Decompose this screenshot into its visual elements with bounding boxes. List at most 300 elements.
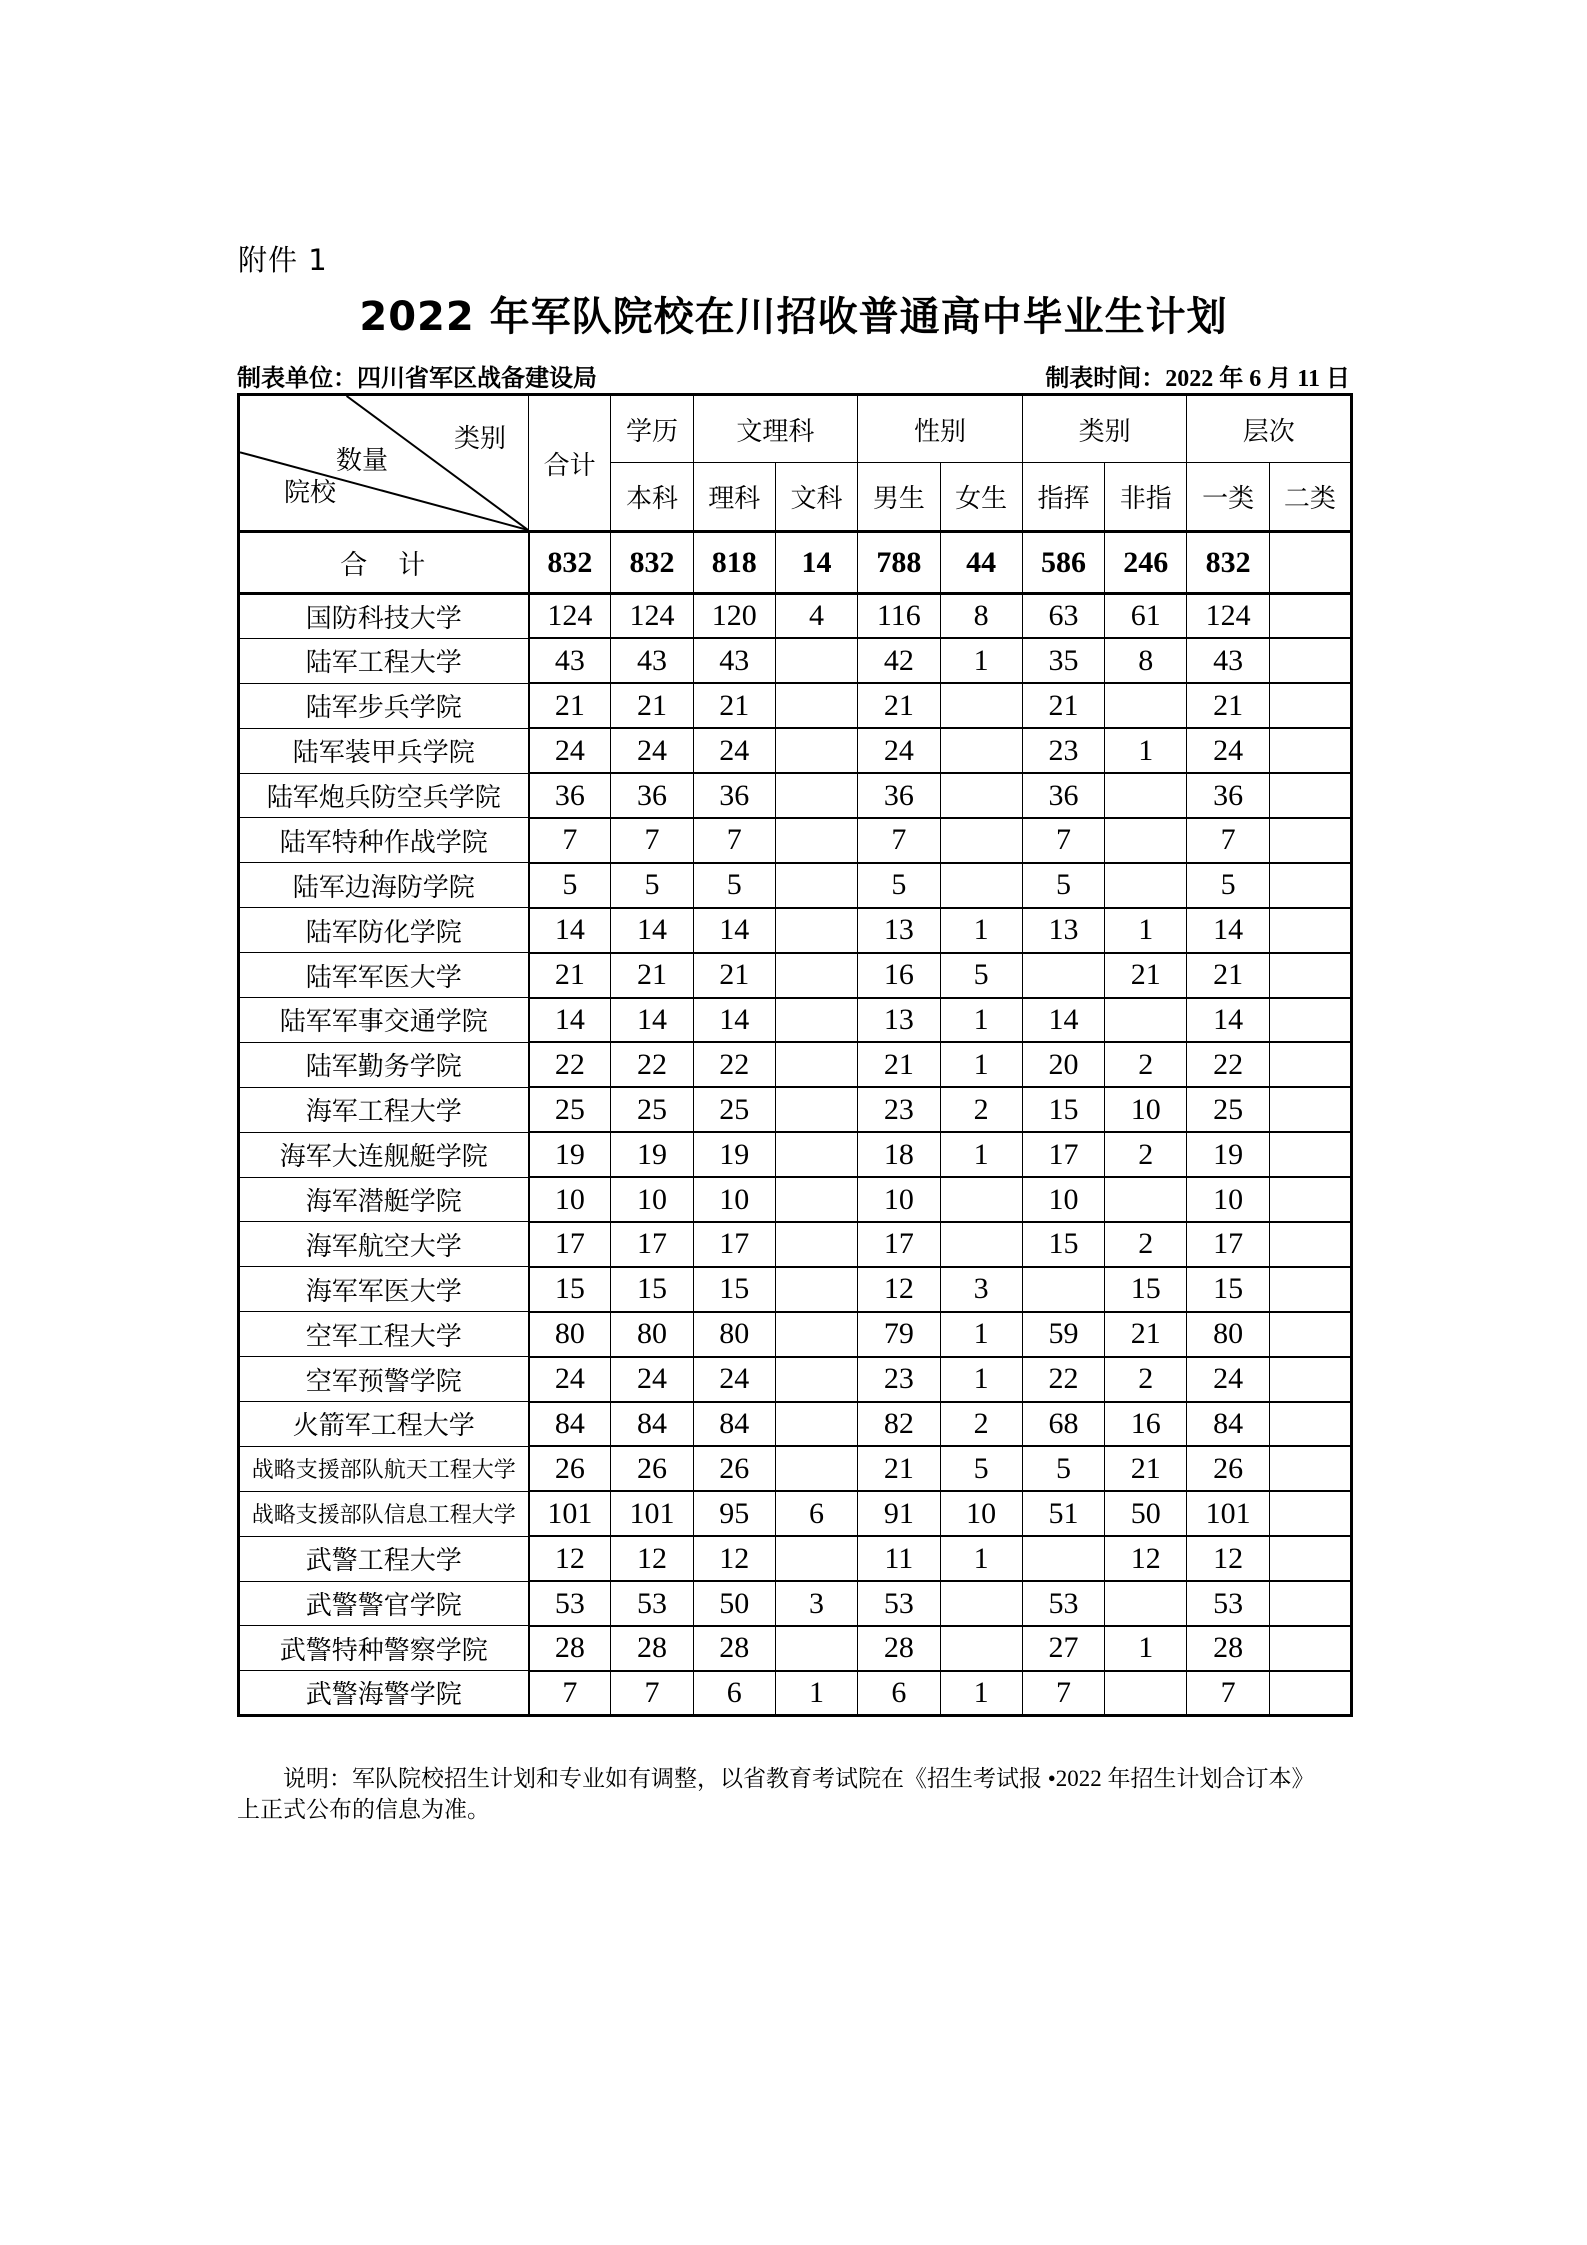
value-cell: 21	[1105, 953, 1187, 998]
value-cell: 7	[1022, 818, 1104, 863]
table-row	[239, 1536, 1352, 1581]
corner-label-school: 院校	[284, 478, 337, 508]
value-cell: 6	[775, 1491, 857, 1536]
value-cell	[1269, 953, 1351, 998]
school-name-cell: 国防科技大学	[239, 594, 529, 639]
value-cell: 25	[693, 1087, 775, 1132]
header-row-groups	[239, 395, 1352, 463]
value-cell: 1	[775, 1671, 857, 1716]
value-cell: 25	[611, 1087, 693, 1132]
value-cell: 6	[693, 1671, 775, 1716]
value-cell: 63	[1022, 594, 1104, 639]
value-cell	[775, 1446, 857, 1491]
value-cell: 15	[1022, 1087, 1104, 1132]
value-cell	[1269, 1581, 1351, 1626]
value-cell: 28	[611, 1626, 693, 1671]
school-name-cell: 陆军军医大学	[239, 953, 529, 998]
value-cell: 5	[1187, 863, 1269, 908]
school-name-cell: 陆军边海防学院	[239, 863, 529, 908]
table-body	[239, 532, 1352, 1716]
value-cell	[775, 1087, 857, 1132]
value-cell: 21	[529, 953, 611, 998]
school-name-cell: 陆军步兵学院	[239, 683, 529, 728]
value-cell: 1	[940, 1042, 1022, 1087]
value-cell: 17	[858, 1222, 940, 1267]
value-cell: 124	[611, 594, 693, 639]
value-cell: 13	[1022, 908, 1104, 953]
value-cell	[1105, 683, 1187, 728]
value-cell: 19	[529, 1132, 611, 1177]
value-cell	[1105, 1581, 1187, 1626]
value-cell: 2	[1105, 1357, 1187, 1402]
value-cell: 7	[1022, 1671, 1104, 1716]
value-cell: 82	[858, 1402, 940, 1447]
value-cell	[1269, 1357, 1351, 1402]
table-row	[239, 863, 1352, 908]
table-row	[239, 998, 1352, 1043]
value-cell: 1	[1105, 728, 1187, 773]
value-cell: 2	[940, 1402, 1022, 1447]
value-cell: 124	[529, 594, 611, 639]
value-cell: 84	[1187, 1402, 1269, 1447]
table-row	[239, 683, 1352, 728]
value-cell: 27	[1022, 1626, 1104, 1671]
value-cell: 12	[693, 1536, 775, 1581]
value-cell: 14	[775, 532, 857, 594]
table-row	[239, 1626, 1352, 1671]
value-cell	[1105, 773, 1187, 818]
school-name-cell: 海军潜艇学院	[239, 1177, 529, 1222]
value-cell: 43	[611, 638, 693, 683]
value-cell: 1	[940, 1357, 1022, 1402]
header-like: 理科	[693, 463, 775, 532]
value-cell: 2	[940, 1087, 1022, 1132]
value-cell: 12	[858, 1267, 940, 1312]
value-cell	[940, 1222, 1022, 1267]
value-cell: 21	[1187, 953, 1269, 998]
value-cell	[1269, 1267, 1351, 1312]
value-cell: 15	[693, 1267, 775, 1312]
value-cell: 14	[611, 998, 693, 1043]
value-cell: 95	[693, 1491, 775, 1536]
school-name-cell: 空军预警学院	[239, 1357, 529, 1402]
diagonal-header-cell	[239, 395, 529, 532]
value-cell: 7	[858, 818, 940, 863]
value-cell: 53	[1187, 1581, 1269, 1626]
value-cell: 36	[611, 773, 693, 818]
value-cell	[1269, 863, 1351, 908]
value-cell: 7	[611, 818, 693, 863]
value-cell	[1269, 1312, 1351, 1357]
value-cell: 10	[858, 1177, 940, 1222]
value-cell: 50	[1105, 1491, 1187, 1536]
header-group-tier: 层次	[1187, 395, 1352, 463]
value-cell	[1269, 728, 1351, 773]
school-name-cell: 陆军勤务学院	[239, 1042, 529, 1087]
value-cell: 2	[1105, 1132, 1187, 1177]
value-cell: 80	[611, 1312, 693, 1357]
header-noncommand: 非指	[1105, 463, 1187, 532]
value-cell: 15	[529, 1267, 611, 1312]
value-cell	[940, 1581, 1022, 1626]
table-row	[239, 1671, 1352, 1716]
value-cell: 21	[693, 953, 775, 998]
school-name-cell: 武警警官学院	[239, 1581, 529, 1626]
value-cell	[775, 863, 857, 908]
prepared-date-label: 制表时间：2022 年 6 月 11 日	[1045, 366, 1350, 392]
table-row	[239, 818, 1352, 863]
value-cell: 10	[611, 1177, 693, 1222]
value-cell	[1105, 1671, 1187, 1716]
school-name-cell: 海军工程大学	[239, 1087, 529, 1132]
value-cell: 36	[693, 773, 775, 818]
value-cell: 15	[611, 1267, 693, 1312]
value-cell: 26	[1187, 1446, 1269, 1491]
page-title: 2022 年军队院校在川招收普通高中毕业生计划	[359, 294, 1228, 340]
value-cell: 19	[611, 1132, 693, 1177]
value-cell: 21	[858, 683, 940, 728]
school-name-cell: 海军大连舰艇学院	[239, 1132, 529, 1177]
value-cell	[775, 1042, 857, 1087]
value-cell: 17	[611, 1222, 693, 1267]
footer-note	[237, 1763, 1350, 1825]
value-cell: 26	[693, 1446, 775, 1491]
value-cell	[1269, 683, 1351, 728]
table-row	[239, 1446, 1352, 1491]
header-wenke: 文科	[775, 463, 857, 532]
value-cell	[1269, 1132, 1351, 1177]
school-name-cell: 合 计	[239, 532, 529, 594]
value-cell: 21	[1105, 1312, 1187, 1357]
school-name-cell: 战略支援部队航天工程大学	[239, 1446, 529, 1491]
header-tier2: 二类	[1269, 463, 1351, 532]
table-row	[239, 773, 1352, 818]
value-cell: 24	[693, 1357, 775, 1402]
table-row	[239, 953, 1352, 998]
value-cell: 21	[858, 1042, 940, 1087]
value-cell: 1	[1105, 908, 1187, 953]
value-cell: 22	[529, 1042, 611, 1087]
school-name-cell: 武警特种警察学院	[239, 1626, 529, 1671]
value-cell: 84	[529, 1402, 611, 1447]
value-cell: 17	[1187, 1222, 1269, 1267]
table-row	[239, 1087, 1352, 1132]
value-cell	[1269, 1626, 1351, 1671]
value-cell	[1269, 594, 1351, 639]
school-name-cell: 陆军军事交通学院	[239, 998, 529, 1043]
value-cell: 23	[858, 1087, 940, 1132]
value-cell: 1	[940, 908, 1022, 953]
value-cell: 17	[693, 1222, 775, 1267]
table-row	[239, 1267, 1352, 1312]
value-cell: 10	[1187, 1177, 1269, 1222]
value-cell: 7	[693, 818, 775, 863]
value-cell: 10	[1105, 1087, 1187, 1132]
value-cell: 22	[693, 1042, 775, 1087]
value-cell: 7	[1187, 818, 1269, 863]
value-cell: 1	[940, 1312, 1022, 1357]
value-cell: 10	[1022, 1177, 1104, 1222]
value-cell: 13	[858, 998, 940, 1043]
value-cell	[775, 1132, 857, 1177]
header-male: 男生	[858, 463, 940, 532]
value-cell: 120	[693, 594, 775, 639]
value-cell: 14	[693, 908, 775, 953]
value-cell: 14	[529, 908, 611, 953]
value-cell: 5	[940, 1446, 1022, 1491]
value-cell	[775, 773, 857, 818]
header-female: 女生	[940, 463, 1022, 532]
value-cell: 21	[611, 683, 693, 728]
value-cell: 21	[529, 683, 611, 728]
value-cell: 35	[1022, 638, 1104, 683]
value-cell: 1	[940, 998, 1022, 1043]
value-cell: 7	[529, 1671, 611, 1716]
value-cell	[775, 728, 857, 773]
value-cell: 15	[1105, 1267, 1187, 1312]
header-total: 合计	[529, 395, 611, 532]
value-cell: 1	[940, 1132, 1022, 1177]
school-name-cell: 武警工程大学	[239, 1536, 529, 1581]
value-cell: 24	[858, 728, 940, 773]
value-cell	[940, 1177, 1022, 1222]
value-cell: 101	[611, 1491, 693, 1536]
value-cell: 24	[693, 728, 775, 773]
table-row	[239, 638, 1352, 683]
value-cell: 91	[858, 1491, 940, 1536]
table-header	[239, 395, 1352, 532]
value-cell	[1269, 818, 1351, 863]
value-cell: 19	[693, 1132, 775, 1177]
value-cell: 43	[693, 638, 775, 683]
footer-note-line1: 说明：军队院校招生计划和专业如有调整，以省教育考试院在《招生考试报 •2022 年招生计划合订本》	[283, 1766, 1315, 1791]
value-cell: 10	[529, 1177, 611, 1222]
value-cell	[1269, 1491, 1351, 1536]
value-cell	[1269, 1402, 1351, 1447]
recruitment-plan-table	[237, 393, 1353, 1717]
value-cell: 11	[858, 1536, 940, 1581]
school-name-cell: 陆军防化学院	[239, 908, 529, 953]
value-cell: 25	[529, 1087, 611, 1132]
value-cell	[1269, 998, 1351, 1043]
value-cell: 21	[1105, 1446, 1187, 1491]
value-cell	[1269, 1536, 1351, 1581]
value-cell	[775, 1312, 857, 1357]
table-row	[239, 1312, 1352, 1357]
value-cell: 5	[858, 863, 940, 908]
value-cell: 22	[1187, 1042, 1269, 1087]
prepared-by-label: 制表单位：四川省军区战备建设局	[237, 366, 597, 392]
value-cell: 10	[940, 1491, 1022, 1536]
value-cell: 14	[611, 908, 693, 953]
value-cell: 14	[529, 998, 611, 1043]
value-cell: 4	[775, 594, 857, 639]
value-cell: 116	[858, 594, 940, 639]
value-cell: 53	[611, 1581, 693, 1626]
value-cell: 1	[940, 1536, 1022, 1581]
value-cell: 14	[693, 998, 775, 1043]
value-cell	[1269, 1087, 1351, 1132]
value-cell: 50	[693, 1581, 775, 1626]
value-cell	[775, 683, 857, 728]
value-cell: 68	[1022, 1402, 1104, 1447]
school-name-cell: 陆军特种作战学院	[239, 818, 529, 863]
value-cell	[775, 1626, 857, 1671]
value-cell: 21	[693, 683, 775, 728]
value-cell	[1105, 818, 1187, 863]
value-cell: 22	[1022, 1357, 1104, 1402]
school-name-cell: 火箭军工程大学	[239, 1402, 529, 1447]
table-row	[239, 1357, 1352, 1402]
value-cell	[940, 863, 1022, 908]
value-cell: 124	[1187, 594, 1269, 639]
value-cell: 5	[940, 953, 1022, 998]
school-name-cell: 海军航空大学	[239, 1222, 529, 1267]
corner-label-category: 类别	[453, 424, 506, 454]
value-cell	[1022, 1536, 1104, 1581]
value-cell: 8	[1105, 638, 1187, 683]
value-cell	[775, 818, 857, 863]
value-cell	[775, 1177, 857, 1222]
school-name-cell: 空军工程大学	[239, 1312, 529, 1357]
value-cell	[775, 953, 857, 998]
value-cell	[1105, 998, 1187, 1043]
table-row	[239, 1132, 1352, 1177]
value-cell: 42	[858, 638, 940, 683]
table-row	[239, 1581, 1352, 1626]
value-cell: 12	[529, 1536, 611, 1581]
value-cell	[940, 818, 1022, 863]
value-cell	[775, 908, 857, 953]
value-cell	[1269, 908, 1351, 953]
value-cell: 17	[1022, 1132, 1104, 1177]
footer-note-line2: 上正式公布的信息为准。	[237, 1797, 490, 1822]
value-cell	[1269, 1446, 1351, 1491]
value-cell	[1022, 953, 1104, 998]
value-cell: 15	[1022, 1222, 1104, 1267]
value-cell: 16	[1105, 1402, 1187, 1447]
value-cell: 7	[529, 818, 611, 863]
value-cell: 832	[611, 532, 693, 594]
value-cell: 36	[529, 773, 611, 818]
value-cell: 23	[858, 1357, 940, 1402]
value-cell: 80	[693, 1312, 775, 1357]
table-row	[239, 1177, 1352, 1222]
header-group-degree: 学历	[611, 395, 693, 463]
value-cell: 14	[1187, 908, 1269, 953]
value-cell: 28	[1187, 1626, 1269, 1671]
value-cell	[1269, 1042, 1351, 1087]
value-cell: 17	[529, 1222, 611, 1267]
value-cell: 53	[1022, 1581, 1104, 1626]
value-cell	[775, 1357, 857, 1402]
value-cell: 43	[529, 638, 611, 683]
value-cell	[940, 728, 1022, 773]
header-group-category: 类别	[1022, 395, 1187, 463]
value-cell	[775, 1222, 857, 1267]
value-cell: 1	[940, 1671, 1022, 1716]
value-cell: 8	[940, 594, 1022, 639]
table-meta	[237, 358, 1350, 393]
school-name-cell: 海军军医大学	[239, 1267, 529, 1312]
value-cell: 24	[1187, 1357, 1269, 1402]
value-cell: 6	[858, 1671, 940, 1716]
value-cell: 44	[940, 532, 1022, 594]
value-cell: 12	[611, 1536, 693, 1581]
value-cell: 3	[940, 1267, 1022, 1312]
value-cell: 21	[858, 1446, 940, 1491]
table-row	[239, 1042, 1352, 1087]
value-cell: 14	[1187, 998, 1269, 1043]
header-group-track: 文理科	[693, 395, 858, 463]
value-cell: 5	[1022, 863, 1104, 908]
value-cell: 22	[611, 1042, 693, 1087]
value-cell: 5	[1022, 1446, 1104, 1491]
value-cell: 15	[1187, 1267, 1269, 1312]
value-cell: 80	[529, 1312, 611, 1357]
value-cell: 5	[529, 863, 611, 908]
value-cell: 21	[1187, 683, 1269, 728]
value-cell: 28	[529, 1626, 611, 1671]
table-row	[239, 728, 1352, 773]
value-cell	[940, 773, 1022, 818]
value-cell: 24	[529, 1357, 611, 1402]
value-cell	[775, 998, 857, 1043]
value-cell: 101	[1187, 1491, 1269, 1536]
value-cell: 10	[693, 1177, 775, 1222]
value-cell: 36	[1187, 773, 1269, 818]
value-cell	[1022, 1267, 1104, 1312]
value-cell: 2	[1105, 1222, 1187, 1267]
table-row	[239, 908, 1352, 953]
value-cell: 79	[858, 1312, 940, 1357]
value-cell	[775, 638, 857, 683]
value-cell: 23	[1022, 728, 1104, 773]
value-cell: 53	[529, 1581, 611, 1626]
value-cell: 16	[858, 953, 940, 998]
table-total-row	[239, 532, 1352, 594]
value-cell: 7	[1187, 1671, 1269, 1716]
table-row	[239, 1491, 1352, 1536]
value-cell: 53	[858, 1581, 940, 1626]
header-tier1: 一类	[1187, 463, 1269, 532]
value-cell: 14	[1022, 998, 1104, 1043]
value-cell: 3	[775, 1581, 857, 1626]
value-cell: 28	[693, 1626, 775, 1671]
value-cell: 24	[611, 728, 693, 773]
value-cell: 26	[529, 1446, 611, 1491]
value-cell: 788	[858, 532, 940, 594]
value-cell: 5	[611, 863, 693, 908]
value-cell: 43	[1187, 638, 1269, 683]
value-cell: 21	[611, 953, 693, 998]
value-cell: 36	[1022, 773, 1104, 818]
value-cell: 51	[1022, 1491, 1104, 1536]
value-cell: 84	[693, 1402, 775, 1447]
value-cell	[1269, 1177, 1351, 1222]
value-cell	[1269, 773, 1351, 818]
value-cell: 2	[1105, 1042, 1187, 1087]
value-cell: 101	[529, 1491, 611, 1536]
header-benke: 本科	[611, 463, 693, 532]
value-cell: 24	[611, 1357, 693, 1402]
value-cell	[775, 1402, 857, 1447]
value-cell: 1	[940, 638, 1022, 683]
value-cell: 20	[1022, 1042, 1104, 1087]
value-cell: 12	[1105, 1536, 1187, 1581]
value-cell	[1269, 532, 1351, 594]
value-cell	[775, 1536, 857, 1581]
